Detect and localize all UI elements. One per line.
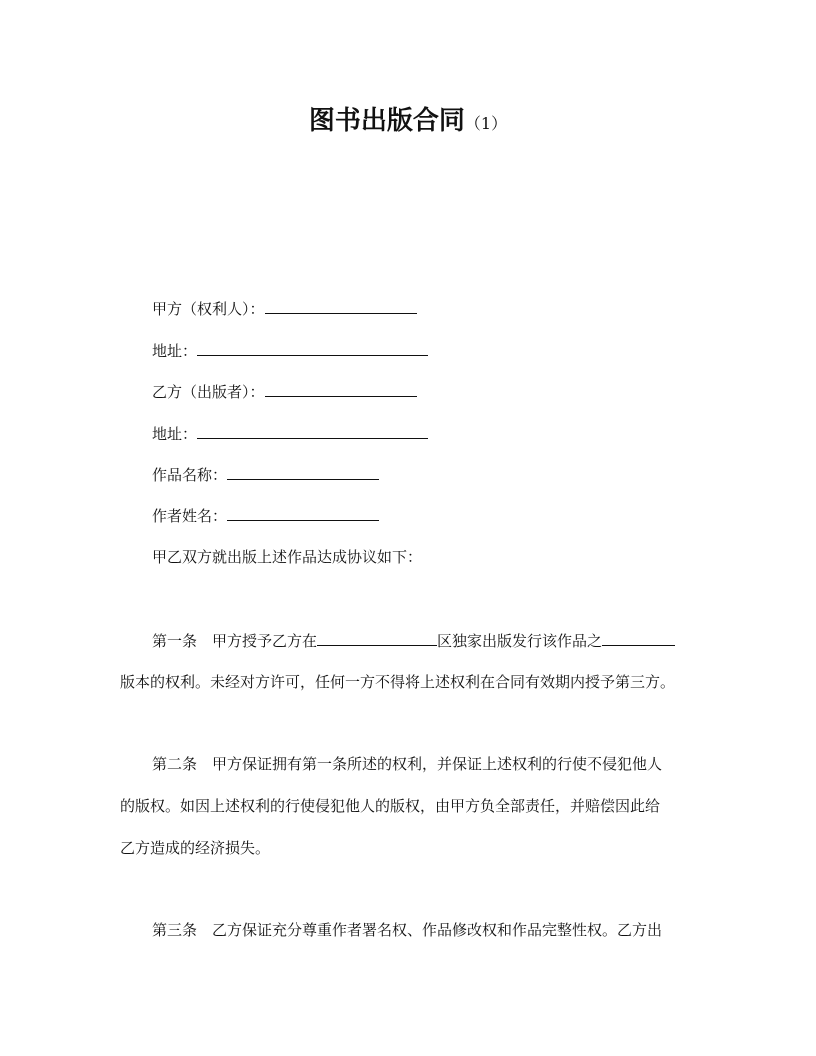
- article-1-heading: 第一条: [152, 632, 198, 650]
- article-2-line-3: 乙方造成的经济损失。: [120, 839, 271, 857]
- field-party-b: [152, 381, 417, 402]
- field-party-a: [152, 298, 417, 319]
- article-1-line-1: [152, 630, 675, 651]
- article-2-line-2: 的版权。如因上述权利的行使侵犯他人的版权，由甲方负全部责任，并赔偿因此给: [120, 797, 661, 815]
- party-a-address-blank[interactable]: [197, 340, 428, 356]
- field-party-a-address: [152, 340, 428, 361]
- article-2-heading: 第二条: [152, 755, 198, 773]
- title-suffix: （1）: [464, 114, 508, 133]
- author-name-blank[interactable]: [227, 505, 379, 521]
- field-label: 乙方（出版者）：: [152, 383, 265, 401]
- field-label: 甲方（权利人）：: [152, 300, 265, 318]
- article-text: 甲方保证拥有第一条所述的权利，并保证上述权利的行使不侵犯他人: [212, 755, 663, 773]
- field-label: 地址：: [152, 342, 198, 360]
- work-title-blank[interactable]: [227, 464, 379, 480]
- field-author-name: [152, 505, 379, 526]
- field-party-b-address: [152, 423, 428, 444]
- article-text: 乙方保证充分尊重作者署名权、作品修改权和作品完整性权。乙方出: [212, 921, 663, 939]
- title-main: 图书出版合同: [308, 106, 465, 136]
- article-text: 区独家出版发行该作品之: [437, 632, 603, 650]
- document-title: [0, 100, 816, 137]
- party-b-address-blank[interactable]: [197, 423, 428, 439]
- field-label: 作者姓名：: [152, 507, 228, 525]
- field-label: 作品名称：: [152, 466, 228, 484]
- article-2-line-1: [152, 754, 662, 774]
- article-1-line-2: 版本的权利。未经对方许可，任何一方不得将上述权利在合同有效期内授予第三方。: [120, 673, 676, 691]
- article-3-heading: 第三条: [152, 921, 198, 939]
- article-3-line-1: [152, 920, 662, 940]
- intro-text: 甲乙双方就出版上述作品达成协议如下：: [152, 548, 423, 566]
- article-text: 甲方授予乙方在: [212, 632, 318, 650]
- party-a-blank[interactable]: [265, 298, 417, 314]
- field-label: 地址：: [152, 425, 198, 443]
- field-work-title: [152, 464, 379, 485]
- language-blank[interactable]: [602, 630, 675, 646]
- party-b-blank[interactable]: [265, 381, 417, 397]
- region-blank[interactable]: [317, 630, 437, 646]
